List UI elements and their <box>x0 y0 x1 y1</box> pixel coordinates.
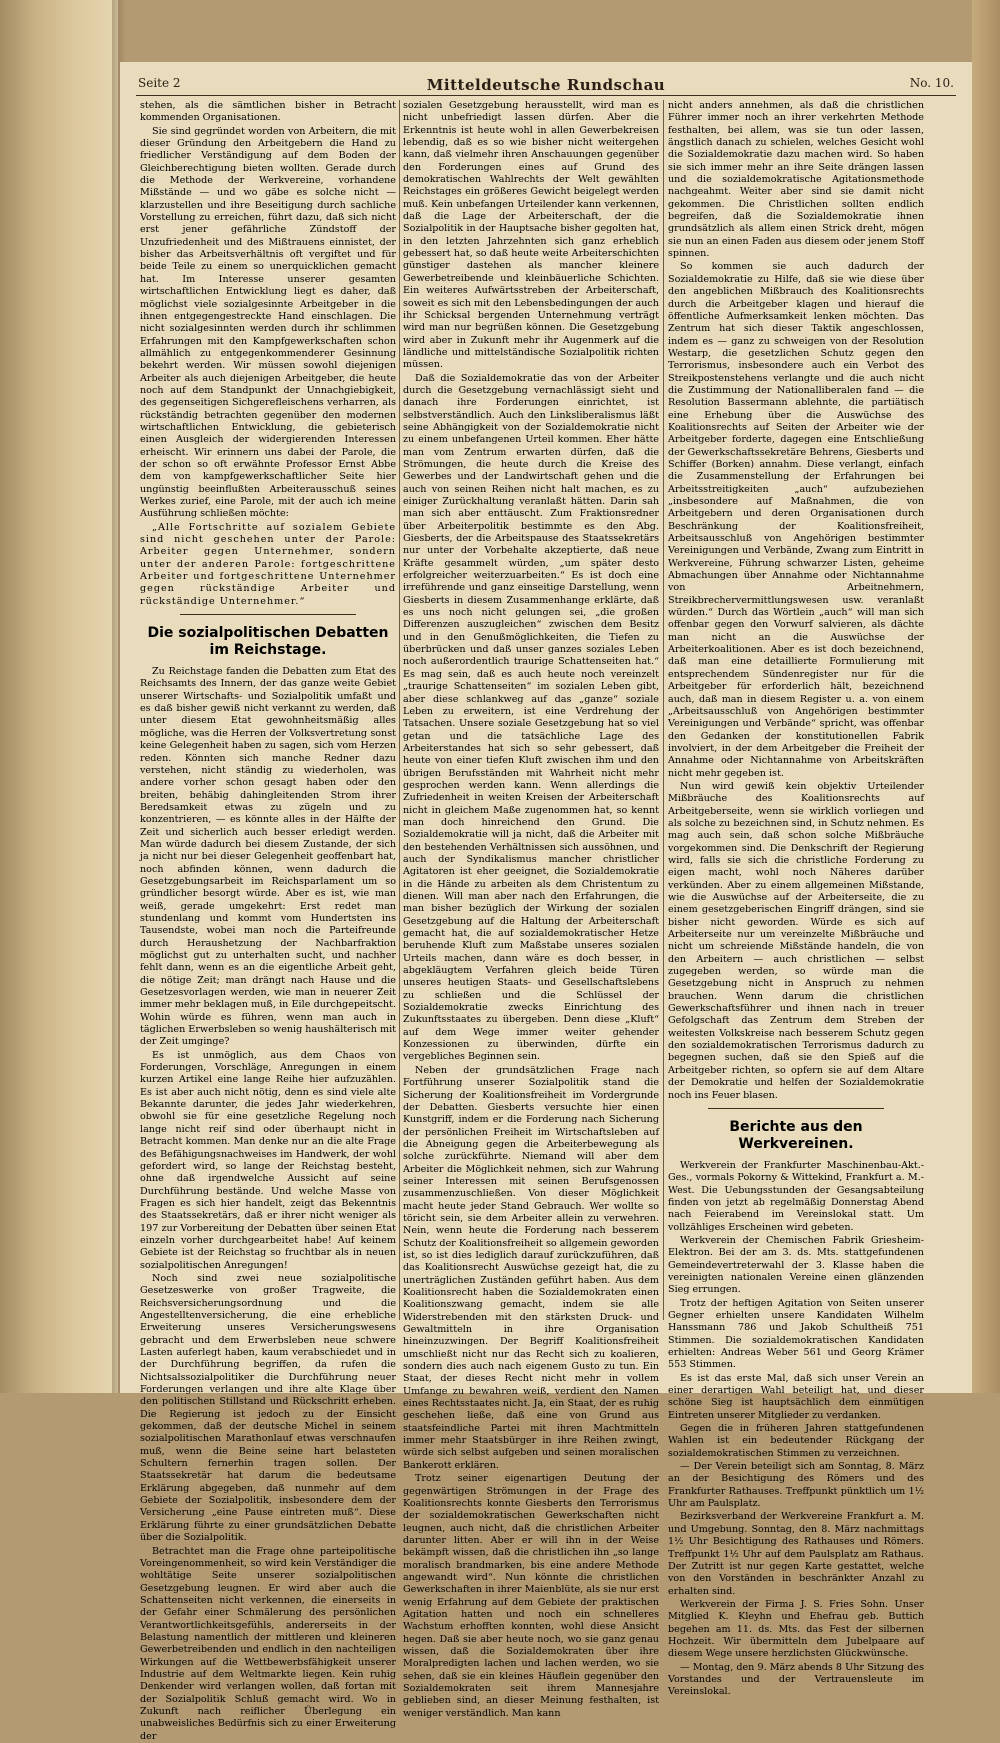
header-rule <box>136 95 956 96</box>
paragraph: nicht anders annehmen, als daß die christlichen Führer immer noch an ihrer verkehrten Methode festhalten, bei allem, was sie tun oder lassen, ängstlich danach zu schielen, welches Gesicht wohl die Sozialdemokratie dazu machen wird. So haben sie sich immer mehr an ihre Seite drängen lassen und die sozialdemokratische Agitationsmethode nachgeahmt. Weiter aber sind sie damit nicht gekommen. Die Christlichen sollten endlich begreifen, daß die Sozialdemokratie ihnen grundsätzlich als allem einen Strick dreht, mögen sie nun an einen Faden aus diesem oder jenem Stoff spinnen. <box>668 100 924 260</box>
article-heading: Die sozialpolitischen Debatten im Reichstage. <box>146 625 390 659</box>
report-item: Werkverein der Chemischen Fabrik Griesheim-Elektron. Bei der am 3. ds. Mts. stattgefundenen Gemeindevertreterwahl der 3. Klasse haben die vereinigten nationalen Vereine einen glänzenden Sieg errungen. <box>668 1235 924 1297</box>
report-item: Bezirksverband der Werkvereine Frankfurt a. M. und Umgebung. Sonntag, den 8. März nachmittags 1½ Uhr Besichtigung des Rathauses und Römers. Treffpunkt 1½ Uhr auf dem Paulsplatz am Rathaus. Der Zutritt ist nur gegen Karte gestattet, welche von den Vorständen in beschränkter Anzahl zu erhalten sind. <box>668 1511 924 1597</box>
book-spine <box>0 0 118 1393</box>
section-divider <box>708 1108 884 1109</box>
page-edge <box>972 0 1000 1393</box>
report-item: Trotz der heftigen Agitation von Seiten unserer Gegner erhielten unsere Kandidaten Wilhelm Hanssmann 786 und Jakob Schultheiß 751 Stimmen. Die sozialdemokratischen Kandidaten erhielten: Andreas Weber 561 und Georg Krämer 553 Stimmen. <box>668 1298 924 1372</box>
report-item: — Der Verein beteiligt sich am Sonntag, 8. März an der Besichtigung des Römers und des Frankfurter Rathauses. Treffpunkt pünktlich um 1½ Uhr am Paulsplatz. <box>668 1461 924 1510</box>
paragraph: So kommen sie auch dadurch der Sozialdemokratie zu Hilfe, daß sie wie diese über den angeblichen Mißbrauch des Koalitionsrechts durch die Arbeitgeber klagen und hierauf die öffentliche Aufmerksamkeit lenken möchten. Das Zentrum hat sich dieser Taktik angeschlossen, indem es — ganz zu schweigen von der Resolution Westarp, die gesetzlichen Schutz gegen den Terrorismus, insbesondere auch ein Verbot des Streikpostenstehens verlangte und die auch nicht die Zustimmung der Nationalliberalen fand — die Resolution Bassermann ablehnte, die partiätisch eine Erhebung über die Auswüchse des Koalitionsrechts auf Seiten der Arbeiter wie der Arbeitgeber forderte, dagegen eine Entschließung der Gewerkschaftssekretäre Behrens, Giesberts und Schiffer (Borken) annahm. Diese verlangt, einfach die Zusammenstellung der Erfahrungen bei Arbeitsstreitigkeiten „auch“ aufzubeziehen „insbesondere auf Maßnahmen, die von Arbeitgebern und deren Organisationen durch Beschränkung der Koalitionsfreiheit, Arbeitsausschluß von Angehörigen bestimmter Vereinigungen und Verbände, Zwang zum Eintritt in Werkvereine, Führung schwarzer Listen, geheime Abmachungen über Annahme oder Nichtannahme von Arbeitnehmern, Streikbrechervermittlungswesen usw. veranlaßt würden.“ Durch das Wörtlein „auch“ will man sich offenbar gegen den Vorwurf salvieren, als dächte man nicht an die Auswüchse der Arbeiterkoalitionen. Aber es ist doch bezeichnend, daß man eine detaillierte Formulierung mit entsprechendem Sündenregister nur für die Arbeitgeber für erforderlich hält, bezeichnend auch, daß man in diesem Register u. a. von einem „Arbeitsausschluß von Angehörigen bestimmter Vereinigungen und Verbände“ spricht, was offenbar den Gedanken der konstitutionellen Fabrik involviert, in der dem Arbeitgeber die Freiheit der Annahme oder Nichtannahme von Arbeitskräften nicht mehr gegeben ist. <box>668 261 924 779</box>
paragraph: sozialen Gesetzgebung herausstellt, wird man es nicht unbefriedigt lassen dürfen. Aber die Erkenntnis ist heute wohl in allen Gewerbekreisen lebendig, daß es so wie bisher nicht weitergehen kann, daß vielmehr ihren Anschauungen gegenüber den Forderungen eines auf Grund des demokratischen Wahlrechts der Welt gewählten Reichstages ein größeres Gewicht beigelegt werden muß. Kein unbefangen Urteilender kann verkennen, daß die Lage der Arbeiterschaft, der die Sozialpolitik in der Hauptsache bisher gegolten hat, in den letzten Jahrzehnten sich ganz erheblich gebessert hat, so daß heute weite Arbeiterschichten günstiger dastehen als mancher kleinere Gewerbetreibende und kleinbäuerliche Schichten. Ein weiteres Aufwärtsstreben der Arbeiterschaft, soweit es sich mit den Lebensbedingungen der auch ihr Schicksal bergenden Unternehmung verträgt wird man nur begrüßen können. Die Gesetzgebung wird aber in Zukunft mehr ihr Augenmerk auf die ländliche und mittelständische Sozialpolitik richten müssen. <box>403 100 659 372</box>
paragraph: Betrachtet man die Frage ohne parteipolitische Voreingenommenheit, so wird kein Verständiger die wohltätige Seite unserer sozialpolitischen Gesetzgebung leugnen. Er wird aber auch die Schattenseiten nicht verkennen, die einerseits in der Gefahr einer Schmälerung des persönlichen Verantwortlichkeitsgefühls, andererseits in der Belastung namentlich der mittleren und kleineren Gewerbetreibenden und endlich in den nachteiligen Wirkungen auf die Wettbewerbsfähigkeit unserer Industrie auf dem Weltmarkte liegen. Kein ruhig Denkender wird verlangen wollen, daß fortan mit der Sozialpolitik Schluß gemacht wird. Wo in Zukunft nach reiflicher Überlegung ein unabweisliches Bedürfnis sich zu einer Erweiterung der <box>140 1546 396 1743</box>
report-item: Es ist das erste Mal, daß sich unser Verein an einer derartigen Wahl beteiligt hat, und dieser schöne Sieg ist hauptsächlich dem einmütigen Eintreten unserer Mitglieder zu verdanken. <box>668 1373 924 1422</box>
page-number: Seite 2 <box>138 76 181 90</box>
paragraph: Sie sind gegründet worden von Arbeitern, die mit dieser Gründung den Arbeitgebern die Hand zu friedlicher Verständigung auf dem Boden der Gleichberechtigung bieten wollten. Gerade durch die Methode der Werkvereine, vorhandene Mißstände — und wo gäbe es solche nicht — klarzustellen und ihre Beseitigung durch sachliche Vorstellung zu erreichen, führt dazu, daß sich nicht erst jener gefährliche Zündstoff der Unzufriedenheit und des Mißtrauens einnistet, der bisher das Arbeitsverhältnis oft vergiftet und für beide Teile zu einem so unerquicklichen gemacht hat. Im Interesse unserer gesamten wirtschaftlichen Entwicklung liegt es daher, daß möglichst viele sozialgesinnte Arbeitgeber in die ihnen entgegengestreckte Hand einschlagen. Die nicht sozialgesinnten werden durch ihr schlimmen Erfahrungen mit den Kampfgewerkschaften schon allmählich zu entgegenkommenderer Gesinnung bekehrt werden. Wir müssen sowohl diejenigen Arbeiter als auch diejenigen Arbeitgeber, die heute noch auf dem Standpunkt der Unnachgiebigkeit, des gegenseitigen Sichgerefleischens verharren, als rückständig betrachten gegenüber den modernen wirtschaftlichen Entwicklung, die gebieterisch einen Ausgleich der widergierenden Interessen erheischt. Wir erinnern uns dabei der Parole, die der schon so oft erwähnte Professor Ernst Abbe dem von kampfgewerkschaftlicher Seite hier ungünstig beeinflußten Arbeiterausschuß seines Werkes zurief, eine Parole, mit der auch ich meine Ausführung schließen möchte: <box>140 126 396 521</box>
newspaper-title: Mitteldeutsche Rundschau <box>120 76 972 94</box>
section-divider <box>180 614 356 615</box>
quote: „Alle Fortschritte auf sozialem Gebiete sind nicht geschehen unter der Parole: Arbeiter gegen Unternehmer, sondern unter der anderen Parole: fortgeschrittene Arbeiter und fortgeschrittene Unternehmer gegen rückständige Arbeiter und rückständige Unternehmer.“ <box>140 522 396 608</box>
issue-number: No. 10. <box>910 76 954 90</box>
column-divider <box>663 100 664 1320</box>
paragraph: Neben der grundsätzlichen Frage nach Fortführung unserer Sozialpolitik stand die Sicherung der Koalitionsfreiheit im Vordergrunde der Debatten. Giesberts versuchte hier einen Kunstgriff, indem er die Forderung nach Sicherung der persönlichen Freiheit im Wirtschaftsleben auf die Abneigung gegen die Arbeiterbewegung als solche zurückführte. Niemand will aber dem Arbeiter die Möglichkeit nehmen, sich zur Wahrung seiner Interessen mit seinen Berufsgenossen zusammenzuschließen. Von dieser Möglichkeit macht heute jeder Stand Gebrauch. Wer wollte so töricht sein, sie dem Arbeiter allein zu verwehren. Nein, wenn heute die Forderung nach besserem Schutz der Koalitionsfreiheit so allgemein geworden ist, so ist dies lediglich darauf zurückzuführen, daß das Koalitionsrecht Auswüchse gezeigt hat, die zu unerträglichen Zuständen geführt haben. Aus dem Koalitionsrecht haben die Sozialdemokraten einen Koalitionszwang gemacht, indem sie alle Widerstrebenden mit den stärksten Druck- und Gewaltmitteln in ihre Organisation hineinzuzwingen. Der Begriff Koalitionsfreiheit umschließt nicht nur das Recht sich zu koalieren, sondern dies auch nach eigenem Gusto zu tun. Ein Staat, der dieses Recht nicht mehr in vollem Umfange zu bewahren weiß, verdient den Namen eines Rechtsstaates nicht. Ja, ein Staat, der es ruhig geschehen ließe, daß eine von Grund aus staatsfeindliche Partei mit ihren Machtmitteln immer mehr Staatsbürger in ihre Reihen zwingt, würde sich selbst aufgeben und seinen moralischen Bankerott erklären. <box>403 1065 659 1472</box>
page-header <box>120 62 972 102</box>
column-3 <box>668 100 924 1325</box>
column-1 <box>140 100 396 1325</box>
column-2 <box>403 100 659 1325</box>
paragraph: Trotz seiner eigenartigen Deutung der gegenwärtigen Strömungen in der Frage des Koalitionsrechts konnte Giesberts den Terrorismus der sozialdemokratischen Gewerkschaften nicht leugnen, auch nicht, daß die christlichen Arbeiter darunter litten. Aber er will ihn in der Weise bekämpft wissen, daß die christlichen ihn „so lange moralisch brandmarken, bis eine andere Methode angewandt wird“. Nun könnte die christlichen Gewerkschaften in ihrer Maienblüte, als sie nur erst wenig Erfahrung auf dem Gebiete der praktischen Agitation hatten und noch ein schnelleres Wachstum erhofften konnten, wohl diese Ansicht hegen. Daß sie aber heute noch, wo sie ganz genau wissen, daß die Sozialdemokraten über ihre Moralpredigten lachen und lachen werden, wo sie sehen, daß sie ein kleines Häuflein gegenüber den Sozialdemokraten seit ihrem Mannesjahre geblieben sind, an dieser Meinung festhalten, ist weniger verständlich. Man kann <box>403 1473 659 1720</box>
column-divider <box>399 100 400 1320</box>
article-heading: Berichte aus den Werkvereinen. <box>674 1119 918 1153</box>
paragraph: Noch sind zwei neue sozialpolitische Gesetzeswerke von großer Tragweite, die Reichsversicherungsordnung und die Angestelltenversicherung, die eine erhebliche Erweiterung unseres Versicherungswesens gebracht und dem Erwerbsleben neue schwere Lasten auferlegt haben, kaum verabschiedet und in der Durchführung begriffen, da rufen die Nichtsalssozialpolitiker die Durchführung neuer Forderungen verlangen und ihre alte Klage über den politischen Stillstand und Rückschritt erheben. Die Regierung ist jedoch zu der Einsicht gekommen, daß der deutsche Michel in seinem sozialpolitischen Marathonlauf etwas verschnaufen muß, wenn die Beine seine hart belasteten Schultern fernerhin tragen sollen. Der Staatssekretär hat darum die bedeutsame Erklärung abgegeben, daß nunmehr auf dem Gebiete der Sozialpolitik, insbesondere dem der Versicherung „eine Pause eintreten muß“. Diese Erklärung führte zu einer grundsätzlichen Debatte über die Sozialpolitik. <box>140 1273 396 1545</box>
report-item: — Montag, den 9. März abends 8 Uhr Sitzung des Vorstandes und der Vertrauensleute im Vereinslokal. <box>668 1662 924 1699</box>
report-item: Werkverein der Firma J. S. Fries Sohn. Unser Mitglied K. Kleyhn und Ehefrau geb. Buttich begehen am 11. ds. Mts. das Fest der silbernen Hochzeit. Wir übermitteln dem Jubelpaare auf diesem Wege unsere herzlichsten Glückwünsche. <box>668 1599 924 1661</box>
paragraph: Zu Reichstage fanden die Debatten zum Etat des Reichsamts des Innern, der das ganze weite Gebiet unserer Wirtschafts- und Sozialpolitik umfaßt und es daß bisher gewiß nicht verkannt zu werden, daß unter diesem Etat gewohnheitsmäßig alles mögliche, was die Herren der Volksvertretung sonst keine Gelegenheit haben zu sagen, sich vom Herzen reden. Könnten sich manche Redner dazu verstehen, nicht ständig zu wiederholen, was andere vorher schon gesagt haben oder den breiten, behäbig dahingleitenden Strom ihrer Beredsamkeit etwas zu zügeln und zu konzentrieren, — es könnte alles in der Hälfte der Zeit und sicherlich auch besser erledigt werden. Man würde dadurch bei diesem Zustande, der sich ja nicht nur bei dieser Gelegenheit geoffenbart hat, noch abfinden können, wenn dadurch die Gesetzgebungsarbeit im Reichsparlament um so gründlicher besorgt würde. Aber es ist, wie man weiß, gerade umgekehrt: Erst redet man stundenlang und kommt vom Hundertsten ins Tausendste, wobei man noch die Parteifreunde durch Heraushetzung der Nachbarfraktion möglichst gut zu unterhalten sucht, und nachher fehlt dann, wenn es an die eigentliche Arbeit geht, die nötige Zeit; man drängt nach Hause und die Gesetzesvorlagen werden, wie man in neuerer Zeit immer mehr beklagen muß, in Eile durchgepeitscht. Wohin würde es führen, wenn man auch in täglichen Erwerbsleben so wenig haushälterisch mit der Zeit umginge? <box>140 666 396 1049</box>
report-item: Werkverein der Frankfurter Maschinenbau-Akt.-Ges., vormals Pokorny & Wittekind, Frankfurt a. M.-West. Die Uebungsstunden der Gesangsabteilung finden von jetzt ab regelmäßig Donnerstag Abend nach Feierabend im Vereinslokal statt. Um vollzähliges Erscheinen wird gebeten. <box>668 1160 924 1234</box>
paragraph: Es ist unmöglich, aus dem Chaos von Forderungen, Vorschläge, Anregungen in einem kurzen Artikel eine lange Reihe hier aufzuzählen. Es ist aber auch nicht nötig, denn es sind viele alte Bekannte darunter, die jedes Jahr wiederkehren, obwohl sie für eine gesetzliche Regelung noch lange nicht reif sind oder überhaupt nicht in Betracht kommen. Man denke nur an die alte Frage des Befähigungsnachweises im Handwerk, der wohl gefordert wird, so lange der Reichstag besteht, ohne daß irgendwelche Aussicht auf seine Durchführung bestände. Und welche Masse von Fragen es sich hier handelt, zeigt das Bekenntnis des Staatssekretärs, daß er ihrer nicht weniger als 197 zur Vorbereitung der Debatten über seinen Etat einzeln vorher durchgearbeitet habe! Auf keinem Gebiete ist der Reichstag so fruchtbar als in neuen sozialpolitischen Anregungen! <box>140 1050 396 1272</box>
report-item: Gegen die in früheren Jahren stattgefundenen Wahlen ist ein bedeutender Rückgang der sozialdemokratischen Stimmen zu verzeichnen. <box>668 1423 924 1460</box>
paragraph: Daß die Sozialdemokratie das von der Arbeiter durch die Gesetzgebung vernachlässigt sieht und danach ihre Forderungen einrichtet, ist selbstverständlich. Auch den Linksliberalismus läßt seine Abhängigkeit von der Sozialdemokratie nicht zu einem unbefangenen Urteil kommen. Eher hätte man vom Zentrum erwarten dürfen, daß die Strömungen, die heute durch die Kreise des Gewerbes und der Landwirtschaft gehen und die auch von seinen Reihen nicht halt machen, es zu einiger Zurückhaltung veranlaßt hätten. Darin sah man sich aber enttäuscht. Zum Fraktionsredner über Arbeiterpolitik bestimmte es den Abg. Giesberts, der die Arbeitspause des Staatssekretärs nur unter der Vorbehalte akzeptierte, daß neue Kräfte gesammelt würden, „um später desto erfolgreicher weiterzuarbeiten.“ Es ist doch eine irreführende und ganz einseitige Darstellung, wenn Giesberts in diesem Zusammenhange erklärte, daß es uns noch nicht gelungen sei, „die großen Differenzen auszugleichen“ zwischen dem Besitz und in den Genußmöglichkeiten, die Tiefen zu überbrücken und daß unser ganzes soziales Leben noch außerordentlich traurige Schattenseiten hat.“ Es mag sein, daß es auch heute noch vereinzelt „traurige Schattenseiten“ im sozialen Leben gibt, aber diese schlankweg auf das „ganze“ soziale Leben zu erweitern, ist eine Verdrehung der Tatsachen. Unsere soziale Gesetzgebung hat so viel getan und die tatsächliche Lage des Arbeiterstandes hat sich so sehr gebessert, daß heute von einer tiefen Kluft zwischen ihm und den übrigen Berufsständen mit Wahrheit nicht mehr gesprochen werden kann. Wenn allerdings die Zufriedenheit in weiten Kreisen der Arbeiterschaft nicht in gleichem Maße zugenommen hat, so kennt man doch hinreichend den Grund. Die Sozialdemokratie will ja nicht, daß die Arbeiter mit den bestehenden Verhältnissen sich aussöhnen, und auch der Syndikalismus mancher christlicher Agitatoren ist eher geeignet, die Sozialdemokratie in die Hände zu arbeiten als dem Christentum zu dienen. Will man aber nach den Erfahrungen, die man bisher bezüglich der Wirkung der sozialen Gesetzgebung auf die Haltung der Arbeiterschaft gemacht hat, die auf sozialdemokratischer Hetze beruhende Kluft zum Maßstabe unseres sozialen Urteils machen, dann wäre es doch besser, in abgekläugtem Verfahren gleich beide Türen unseres heutigen Staats- und Gesellschaftslebens zu schließen und die Schlüssel der Sozialdemokratie zwecks Einrichtung des Zukunftsstaates zu übergeben. Denn diese „Kluft“ auf dem Wege immer weiter gehender Konzessionen zu überwinden, dürfte ein vergebliches Beginnen sein. <box>403 373 659 1064</box>
paragraph: stehen, als die sämtlichen bisher in Betracht kommenden Organisationen. <box>140 100 396 125</box>
paragraph: Nun wird gewiß kein objektiv Urteilender Mißbräuche des Koalitionsrechts auf Arbeitgeberseite, wenn sie wirklich vorliegen und als solche zu bezeichnen sind, in Schutz nehmen. Es mag auch sein, daß schon solche Mißbräuche vorgekommen sind. Die Denkschrift der Regierung wird, falls sie sich die christliche Forderung zu eigen macht, wohl noch Näheres darüber verkünden. Aber zu einem allgemeinen Mißstande, wie die Auswüchse auf der Arbeiterseite, die zu einem gesetzgeberischen Eingriff drängen, sind sie bisher nicht geworden. Würde es sich auf Arbeiterseite nur um vereinzelte Mißbräuche und nicht um schreiende Mißstände handeln, die von den Arbeitern — auch christlichen — selbst zugegeben werden, so würde man die Gesetzgebung nicht in Anspruch zu nehmen brauchen. Wenn darum die christlichen Gewerkschaftsführer und ihnen nach in treuer Gefolgschaft das Zentrum dem Streben der weitesten Volkskreise nach besserem Schutz gegen den sozialdemokratischen Terrorismus dadurch zu begegnen suchen, daß sie den Spieß auf die Arbeitgeber richten, so opfern sie auf dem Altare der Demokratie und helfen der Sozialdemokratie noch ins Feuer blasen. <box>668 781 924 1102</box>
